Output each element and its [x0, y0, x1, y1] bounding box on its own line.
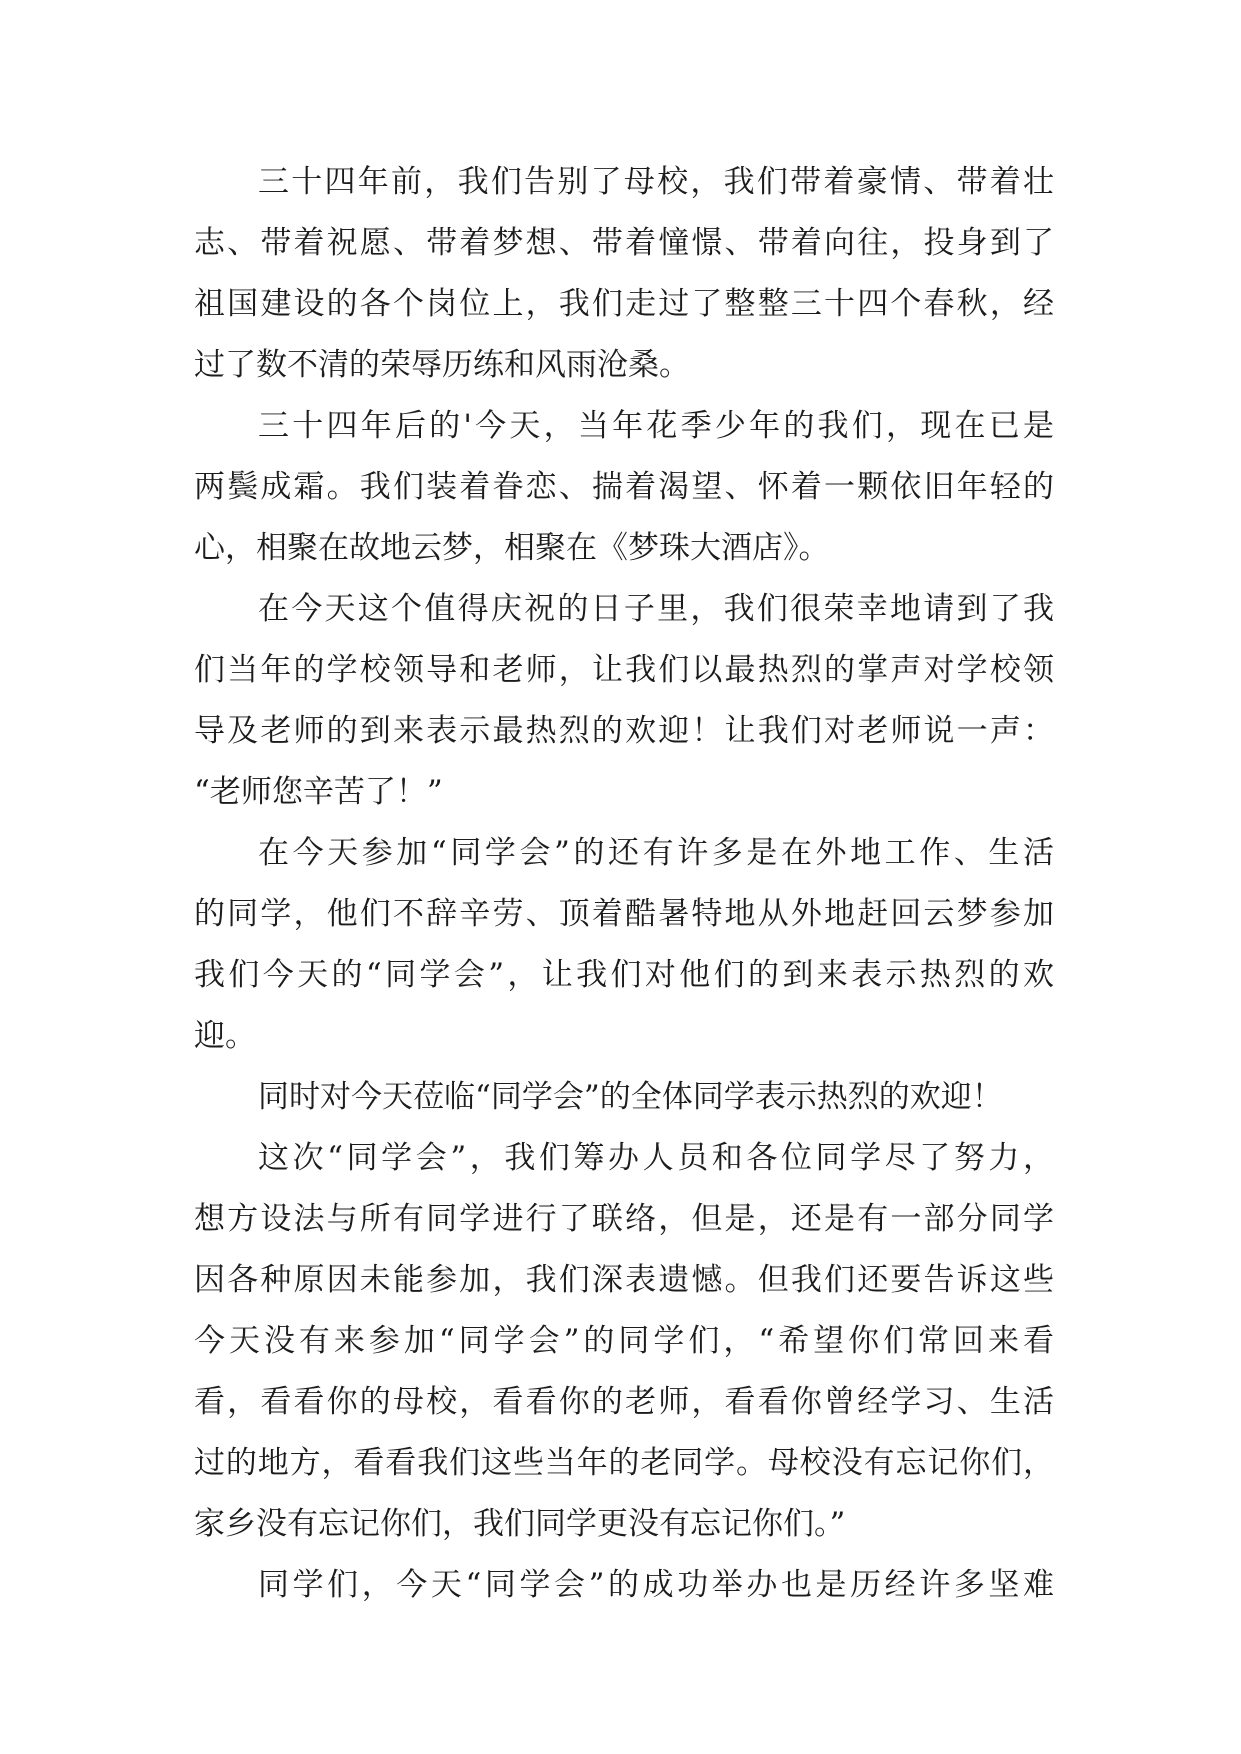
text-line: 过的地方，看看我们这些当年的老同学。母校没有忘记你们，: [194, 1445, 1054, 1481]
text-line: 心，相聚在故地云梦，相聚在《梦珠大酒店》。: [194, 530, 830, 566]
text-line: 志、带着祝愿、带着梦想、带着憧憬、带着向往，投身到了: [194, 225, 1054, 261]
text-line: 同学们，今天“同学会”的成功举办也是历经许多坚难: [258, 1567, 1054, 1603]
text-line: 想方设法与所有同学进行了联络，但是，还是有一部分同学: [194, 1201, 1054, 1237]
text-line: 们当年的学校领导和老师，让我们以最热烈的掌声对学校领: [194, 652, 1054, 688]
text-line: 三十四年前，我们告别了母校，我们带着豪情、带着壮: [258, 164, 1054, 200]
text-line: 迎。: [194, 1018, 256, 1054]
text-line: 在今天参加“同学会”的还有许多是在外地工作、生活: [258, 835, 1054, 871]
text-line: 两鬓成霜。我们装着眷恋、揣着渴望、怀着一颗依旧年轻的: [194, 469, 1054, 505]
text-line: 导及老师的到来表示最热烈的欢迎！让我们对老师说一声：: [194, 713, 1054, 749]
text-line: “老师您辛苦了！”: [194, 774, 443, 810]
text-line: 今天没有来参加“同学会”的同学们，“希望你们常回来看: [194, 1323, 1054, 1359]
text-line: 看，看看你的母校，看看你的老师，看看你曾经学习、生活: [194, 1384, 1054, 1420]
text-line: 这次“同学会”，我们筹办人员和各位同学尽了努力，: [258, 1140, 1054, 1176]
text-line: 同时对今天莅临“同学会”的全体同学表示热烈的欢迎！: [258, 1079, 1003, 1115]
text-line: 的同学，他们不辞辛劳、顶着酷暑特地从外地赶回云梦参加: [194, 896, 1054, 932]
text-line: 三十四年后的'今天，当年花季少年的我们，现在已是: [258, 408, 1054, 444]
text-line: 因各种原因未能参加，我们深表遗憾。但我们还要告诉这些: [194, 1262, 1054, 1298]
text-line: 祖国建设的各个岗位上，我们走过了整整三十四个春秋，经: [194, 286, 1054, 322]
text-line: 过了数不清的荣辱历练和风雨沧桑。: [194, 347, 690, 383]
text-line: 我们今天的“同学会”，让我们对他们的到来表示热烈的欢: [194, 957, 1054, 993]
text-line: 在今天这个值得庆祝的日子里，我们很荣幸地请到了我: [258, 591, 1054, 627]
document-body: [194, 152, 1054, 1616]
text-line: 家乡没有忘记你们，我们同学更没有忘记你们。”: [194, 1506, 846, 1542]
